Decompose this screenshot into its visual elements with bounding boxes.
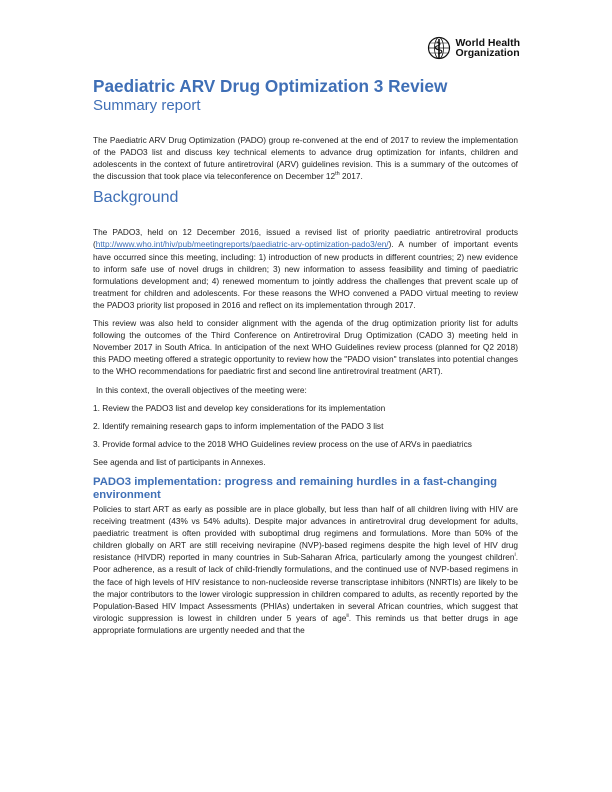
intro-tail: 2017. [339,171,363,182]
intro-text: The Paediatric ARV Drug Optimization (PADO) group re-convened at the end of 2017 to review the implementation of the PADO3 list and discuss key technical elements to advance drug optimization for infants, children and adolescents in the context of future antiretroviral (ARV) guidelines revision. This is a summary of the outcomes of the discussion that took place via teleconference on December 12 [93,135,518,182]
section2-paragraph [93,503,518,636]
document-title: Paediatric ARV Drug Optimization 3 Review [93,76,448,96]
who-logo [427,36,520,60]
s2-text-b: . Poor adherence, as a result of lack of child-friendly formulations, and the continued use of NVP-based regimens in the face of high levels of HIV resistance to non-nucleoside reverse transcriptase inhibitors (NNRTIs) are likely to be the major contributors to the lower virologic suppression in children compared to adults, as recently reported by the Population-Based HIV Impact Assessments (PHIAs) undertaken in several African countries, which suggest that virologic suppression is lowest in children under 5 years of age [93,552,518,623]
org-name-line1: World Health [455,37,520,49]
document-body [93,76,518,636]
section2-heading: PADO3 implementation: progress and remaining hurdles in a fast-changing environment [93,475,498,501]
footnote-ref-i[interactable]: i [514,552,516,559]
org-name-line2: Organization [455,47,520,59]
background-paragraph-2: This review was also held to consider alignment with the agenda of the drug optimization priority list for adults following the outcomes of the Third Conference on Antiretroviral Drug Optimization (CADO 3) meeting held in November 2017 in South Africa. In anticipation of the next WHO Guidelines review process (planned for Q2 2018) this PADO meeting offered a strategic opportunity to review how the "PADO vision" translates into potential changes to the WHO recommendations for paediatric first and second line antiretroviral treatment (ART). [93,318,518,377]
footnote-ref-ii[interactable]: ii [346,613,349,620]
pado3-report-link[interactable]: http://www.who.int/hiv/pub/meetingreports/paediatric-arv-optimization-pado3/en/ [95,239,389,250]
annex-note: See agenda and list of participants in Annexes. [93,456,266,467]
document-subtitle: Summary report [93,97,201,114]
objective-item: 2. Identify remaining research gaps to inform implementation of the PADO 3 list [93,420,384,431]
objective-item: 3. Provide formal advice to the 2018 WHO Guidelines review process on the use of ARVs in paediatrics [93,438,472,449]
background-heading: Background [93,189,179,207]
intro-superscript: th [335,171,340,178]
objective-item: 1. Review the PADO3 list and develop key considerations for its implementation [93,402,386,413]
s2-text-a: Policies to start ART as early as possible are in place globally, but less than half of all children living with HIV are receiving treatment (43% vs 54% adults). Despite major advances in antiretroviral drug development for adults, paediatric treatment is often provided with suboptimal drug regimens and formulations. More than 50% of the children globally on ART are still receiving nevirapine (NVP)-based regimens despite the high level of HIV drug resistance (HIVDR) reported in many countries in Sub-Saharan Africa, particularly among the youngest children [93,503,518,563]
s2-text-c: . This reminds us that better drugs in age appropriate formulations are urgently needed and that the [93,612,518,635]
bg-p1-start: The PADO3, held on 12 December 2016, issued a revised list of priority paediatric antiretroviral products ( [93,227,518,250]
who-emblem-icon [427,36,451,60]
objectives-intro: In this context, the overall objectives of the meeting were: [96,384,307,395]
bg-p1-end: ). A number of important events have occurred since this meeting, including: 1) introduction of new products in different countries; 2) new evidence to inform safe use of novel drugs in children; 3) new information to assess feasibility and timing of paediatric formulations development and; 4) renewed momentum to jointly address the challenges that prevent scale up of treatment for children and adolescents. For these reasons the WHO convened a PADO virtual meeting to review the PADO3 priority list proposed in 2016 and reflect on its implementation through 2017. [93,239,518,310]
intro-paragraph [93,134,518,182]
org-name [455,38,520,58]
background-paragraph-1 [93,226,518,311]
